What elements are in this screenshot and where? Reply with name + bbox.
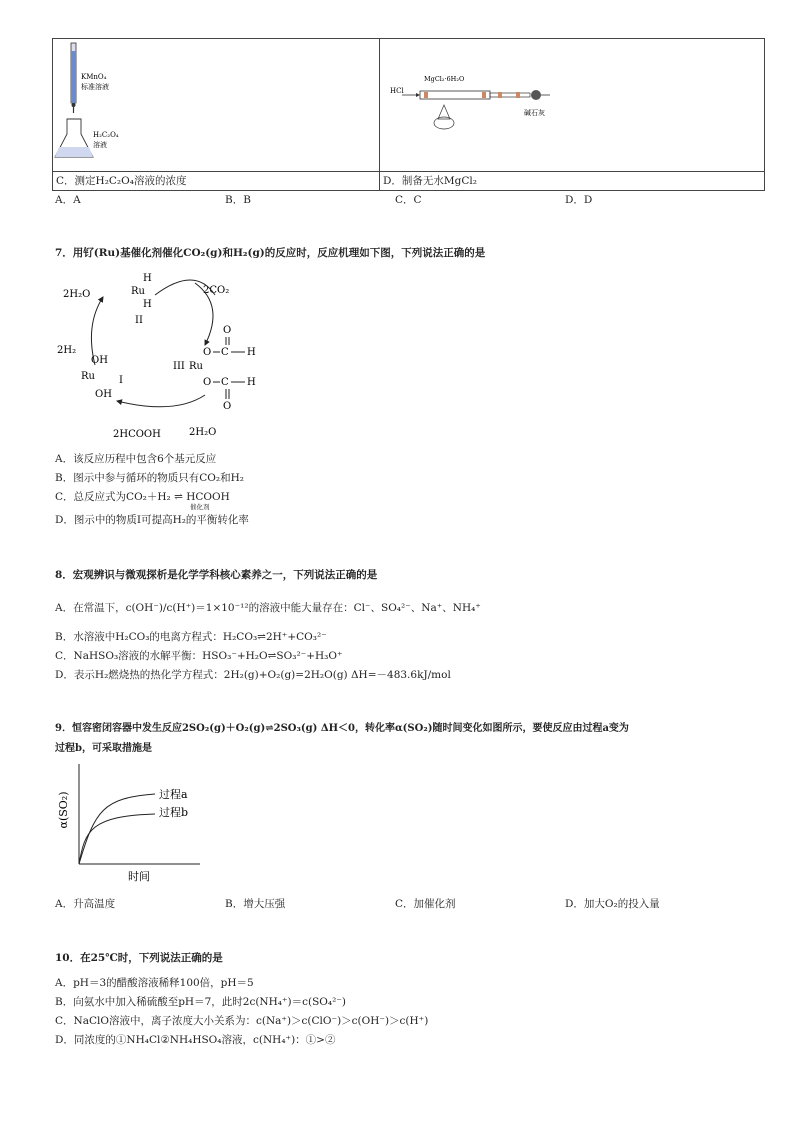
label-II: II xyxy=(135,315,143,326)
q9-option-c: C．加催化剂 xyxy=(395,898,456,910)
kmno4-label: KMnO₄ xyxy=(81,73,107,81)
soda-lime-label: 碱石灰 xyxy=(524,109,545,117)
mgcl2-hydrate-label: MgCl₂·6H₂O xyxy=(424,75,465,83)
q7-option-c: C．总反应式为CO₂＋H₂ ⇌ HCOOH xyxy=(55,491,230,503)
q10-option-d: D．同浓度的①NH₄Cl②NH₄HSO₄溶液，c(NH₄⁺)：①>② xyxy=(55,1034,336,1046)
hcl-label: HCl xyxy=(390,87,404,95)
o-atom-3: O xyxy=(203,377,212,388)
q7-option-a: A．该反应历程中包含6个基元反应 xyxy=(55,453,217,465)
q7-option-d: D．图示中的物质Ⅰ可提高H₂的平衡转化率 xyxy=(55,514,249,526)
q8-option-c: C．NaHSO₃溶液的水解平衡：HSO₃⁻+H₂O⇌SO₃²⁻+H₃O⁺ xyxy=(55,650,343,662)
ru-center-II: Ru xyxy=(131,286,145,297)
h2c2o4-label: H₂C₂O₄ xyxy=(93,131,119,139)
series-b-label: 过程b xyxy=(159,806,189,819)
diagram-2hcooh: 2HCOOH xyxy=(113,429,161,440)
h-atom-bottom: H xyxy=(143,299,152,310)
q10-stem: 10．在25℃时，下列说法正确的是 xyxy=(55,952,223,964)
o-atom-1: O xyxy=(203,347,212,358)
curve-process-b xyxy=(79,814,155,864)
q6-option-d: D．D xyxy=(565,194,593,206)
oh-bottom: OH xyxy=(95,389,112,400)
diagram-2h2o-top: 2H₂O xyxy=(63,289,91,300)
q7-stem: 7．用钌(Ru)基催化剂催化CO₂(g)和H₂(g)的反应时，反应机理如下图，下列说法正确的是 xyxy=(55,247,486,259)
q9-stem-line2: 过程b，可采取措施是 xyxy=(55,743,152,754)
q8-option-a: A．在常温下，c(OH⁻)/c(H⁺)＝1×10⁻¹²的溶液中能大量存在：Cl⁻、SO₄²⁻、Na⁺、NH₄⁺ xyxy=(55,602,481,614)
q9-option-d: D．加大O₂的投入量 xyxy=(565,898,660,910)
h-atom-top: H xyxy=(143,273,152,284)
q8-stem: 8．宏观辨识与微观探析是化学学科核心素养之一，下列说法正确的是 xyxy=(55,569,378,581)
q9-conversion-chart xyxy=(55,760,225,885)
standard-solution-label: 标准溶液 xyxy=(81,83,109,91)
curve-process-a xyxy=(79,794,155,864)
oh-top: OH xyxy=(91,355,108,366)
diagram-2h2o-bottom: 2H₂O xyxy=(189,427,217,438)
c-atom-2: C xyxy=(221,377,229,388)
titration-apparatus-figure xyxy=(53,39,379,171)
q6-option-a: A．A xyxy=(55,194,81,206)
cell-c-image xyxy=(53,39,380,172)
chart-x-label: 时间 xyxy=(128,870,150,883)
mgcl2-apparatus-figure xyxy=(380,39,764,171)
option-c-caption: C．测定H₂C₂O₄溶液的浓度 xyxy=(53,172,380,191)
q6-option-b: B．B xyxy=(225,194,251,206)
q6-option-c: C．C xyxy=(395,194,422,206)
q10-option-b: B．向氨水中加入稀硫酸至pH＝7，此时2c(NH₄⁺)＝c(SO₄²⁻) xyxy=(55,996,346,1008)
apparatus-table xyxy=(52,38,765,191)
ru-center-I: Ru xyxy=(81,371,95,382)
q10-option-c: C．NaClO溶液中，离子浓度大小关系为：c(Na⁺)＞c(ClO⁻)＞c(OH⁻)＞c(H⁺) xyxy=(55,1015,429,1027)
label-I: I xyxy=(119,375,123,386)
q9-stem-line1: 9．恒容密闭容器中发生反应2SO₂(g)＋O₂(g)⇌2SO₃(g) ΔH＜0，转化率α(SO₂)随时间变化如图所示，要使反应由过程a变为 xyxy=(55,723,629,734)
o-atom-2: O xyxy=(223,325,232,336)
q8-option-d: D．表示H₂燃烧热的热化学方程式：2H₂(g)+O₂(g)=2H₂O(g) ΔH=－483.6kJ/mol xyxy=(55,669,451,681)
label-III: III xyxy=(173,361,185,372)
o-atom-4: O xyxy=(223,401,232,412)
diagram-2h2: 2H₂ xyxy=(57,345,77,356)
q10-option-a: A．pH＝3的醋酸溶液稀释100倍，pH＝5 xyxy=(55,977,254,989)
q9-option-b: B．增大压强 xyxy=(225,898,286,910)
series-a-label: 过程a xyxy=(159,788,188,801)
diagram-2co2: 2CO₂ xyxy=(203,285,230,296)
chart-y-label: α(SO₂) xyxy=(57,791,70,829)
flask-solution-label: 溶液 xyxy=(93,141,107,149)
c-atom-1: C xyxy=(221,347,229,358)
cell-d-image xyxy=(380,39,765,172)
ru-center-III: Ru xyxy=(189,361,203,372)
h-atom-1: H xyxy=(247,347,256,358)
catalyst-label: 催化剂 xyxy=(190,503,210,511)
q7-mechanism-diagram xyxy=(55,265,285,445)
q9-option-a: A．升高温度 xyxy=(55,898,116,910)
q8-option-b: B．水溶液中H₂CO₃的电离方程式：H₂CO₃⇌2H⁺+CO₃²⁻ xyxy=(55,631,327,643)
h-atom-2: H xyxy=(247,377,256,388)
q7-option-b: B．图示中参与循环的物质只有CO₂和H₂ xyxy=(55,472,244,484)
option-d-caption: D．制备无水MgCl₂ xyxy=(380,172,765,191)
